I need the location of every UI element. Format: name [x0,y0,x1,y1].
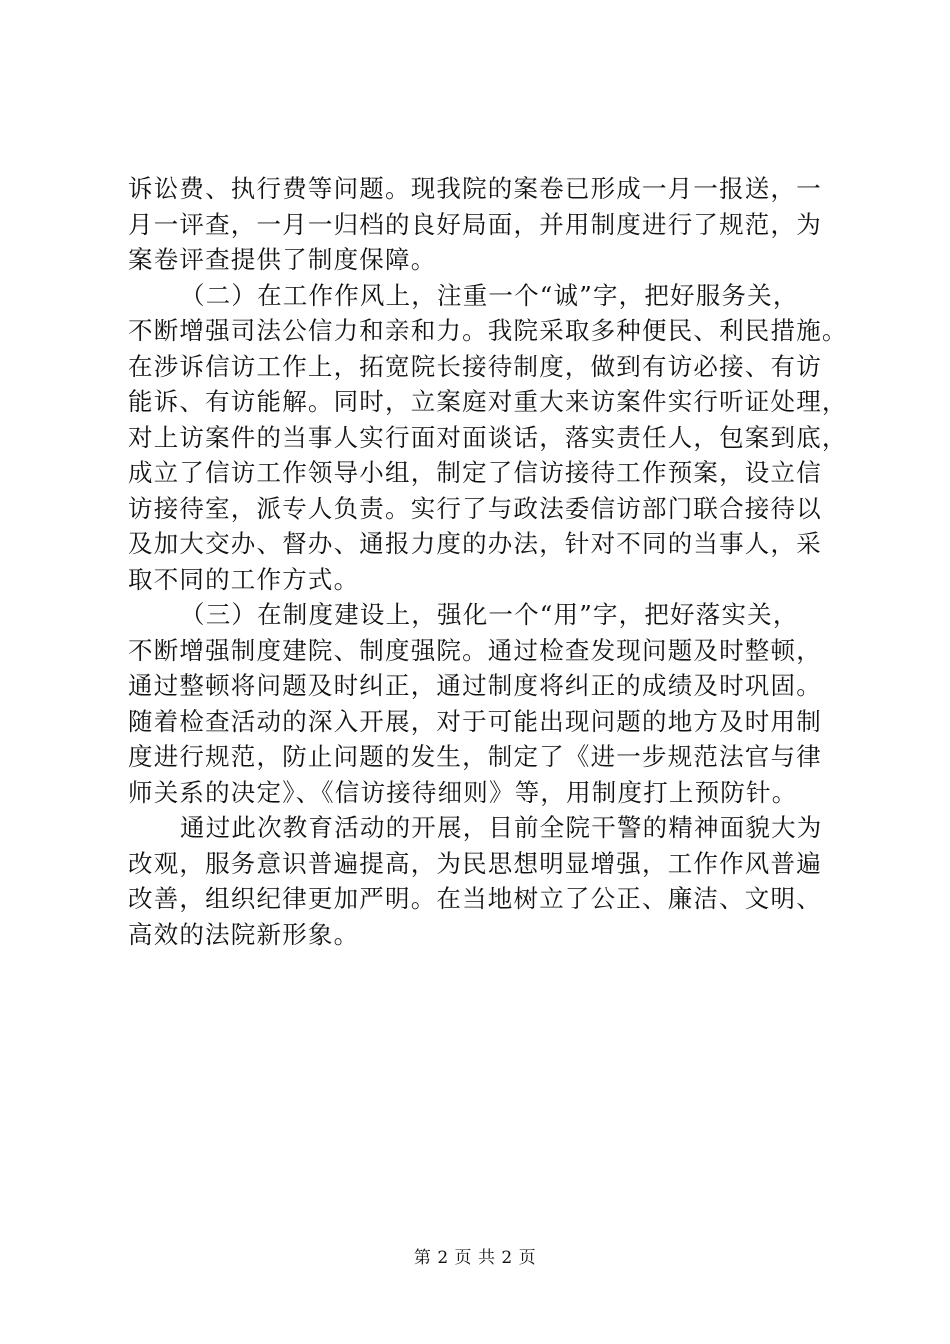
text-line: 成立了信访工作领导小组，制定了信访接待工作预案，设立信 [128,458,822,487]
text-line: 及加大交办、督办、通报力度的办法，针对不同的当事人，采 [128,529,822,558]
text-line: 改观，服务意识普遍提高，为民思想明显增强，工作作风普遍 [128,848,822,878]
text-line: 度进行规范，防止问题的发生，制定了《进一步规范法官与律 [128,742,822,771]
text-line: 对上访案件的当事人实行面对面谈话，落实责任人，包案到底， [128,422,848,452]
text-line: 师关系的决定》、《信访接待细则》等，用制度打上预防针。 [128,777,798,807]
text-line: 案卷评查提供了制度保障。 [128,245,437,274]
text-line: 月一评查，一月一归档的良好局面，并用制度进行了规范，为 [128,209,822,239]
text-line: 高效的法院新形象。 [128,919,360,949]
text-line: 随着检查活动的深入开展，对于可能出现问题的地方及时用制 [128,706,822,736]
text-line: 诉讼费、执行费等问题。现我院的案卷已形成一月一报送，一 [128,174,822,203]
paragraph-start-line: （二）在工作作风上，注重一个“诚”字，把好服务关， [180,280,799,310]
text-line: 不断增强司法公信力和亲和力。我院采取多种便民、利民措施。 [128,316,848,345]
text-line: 取不同的工作方式。 [128,564,360,594]
text-line: 改善，组织纪律更加严明。在当地树立了公正、廉洁、文明、 [128,884,822,913]
text-line: 在涉诉信访工作上，拓宽院长接待制度，做到有访必接、有访 [128,351,822,381]
page-number-footer: 第 2 页 共 2 页 [413,1248,537,1268]
document-body [128,171,868,952]
text-line: 能诉、有访能解。同时，立案庭对重大来访案件实行听证处理， [128,387,848,416]
text-line: 不断增强制度建院、制度强院。通过检查发现问题及时整顿， [128,635,822,665]
paragraph-start-line: （三）在制度建设上，强化一个“用”字，把好落实关， [180,600,799,629]
text-line: 访接待室，派专人负责。实行了与政法委信访部门联合接待以 [128,493,822,523]
text-line: 通过整顿将问题及时纠正，通过制度将纠正的成绩及时巩固。 [128,671,822,700]
paragraph-start-line: 通过此次教育活动的开展，目前全院干警的精神面貌大为 [180,813,823,842]
